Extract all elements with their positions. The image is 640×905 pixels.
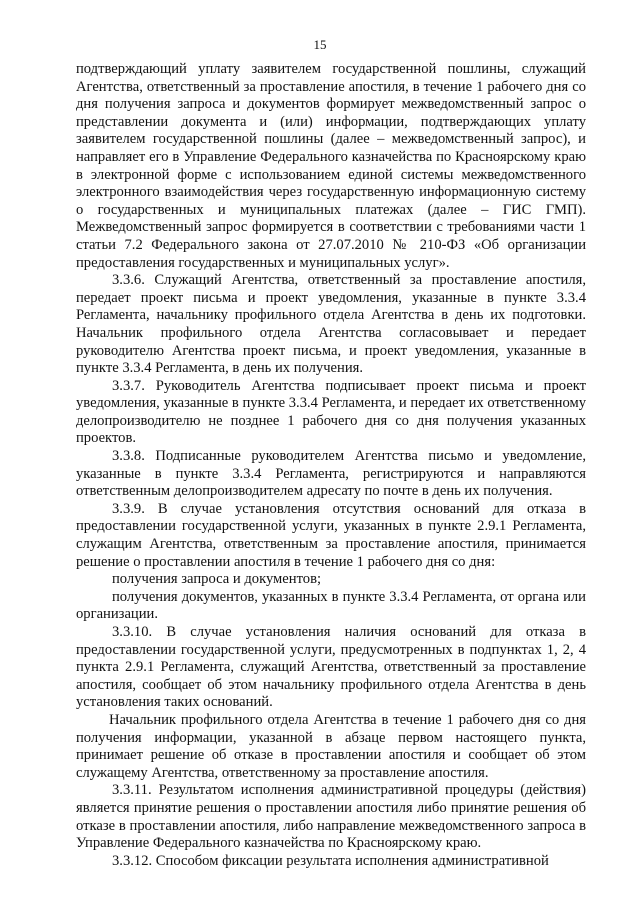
paragraph-3-3-10: 3.3.10. В случае установления наличия оснований для отказа в предоставлении государственной услуги, предусмотренных в подпунктах 1, 2, 4 пункта 2.9.1 Регламента, служащий Агентства, ответственный за проставление апостиля, сообщает об этом начальнику профильного отдела Агентства в день установления таких оснований. bbox=[76, 624, 586, 711]
page-number: 15 bbox=[313, 37, 327, 52]
paragraph-3-3-8: 3.3.8. Подписанные руководителем Агентства письмо и уведомление, указанные в пункте 3.3.4 Регламента, регистрируются и направляются ответственным делопроизводителем адресату по почте в день их получения. bbox=[76, 448, 586, 500]
paragraph-3-3-12: 3.3.12. Способом фиксации результата исполнения административной bbox=[112, 852, 549, 869]
paragraph-gis-gmp-request: подтверждающий уплату заявителем государственной пошлины, служащий Агентства, ответственный за проставление апостиля, в течение 1 рабочего дня со дня получения запроса и документов формирует межведомственный запрос о представлении документа и (или) информации, подтверждающих уплату заявителем государственной пошлины (далее – межведомственный запрос), и направляет его в Управление Федерального казначейства по Красноярскому краю в электронной форме с использованием единой системы межведомственного электронного взаимодействия через государственную информационную систему о государственных и муниципальных платежах (далее – ГИС ГМП). Межведомственный запрос формируется в соответствии с требованиями части 1 статьи 7.2 Федерального закона от 27.07.2010 № 210-ФЗ «Об организации предоставления государственных и муниципальных услуг». bbox=[76, 61, 586, 271]
list-item-request-received: получения запроса и документов; bbox=[112, 571, 322, 588]
document-body bbox=[76, 61, 586, 870]
list-item-documents-received: получения документов, указанных в пункте 3.3.4 Регламента, от органа или организации. bbox=[76, 588, 586, 623]
paragraph-3-3-9: 3.3.9. В случае установления отсутствия оснований для отказа в предоставлении государственной услуги, указанных в пункте 2.9.1 Регламента, служащим Агентства, ответственным за проставление апостиля, принимается решение о проставлении апостиля в течение 1 рабочего дня со дня: bbox=[76, 500, 586, 570]
paragraph-3-3-11: 3.3.11. Результатом исполнения административной процедуры (действия) является принятие решения о проставлении апостиля либо принятие решения об отказе в проставлении апостиля, либо направление межведомственного запроса в Управление Федерального казначейства по Красноярскому краю. bbox=[76, 782, 586, 852]
paragraph-department-head-decision: Начальник профильного отдела Агентства в течение 1 рабочего дня со дня получения информации, указанной в абзаце первом настоящего пункта, принимает решение об отказе в проставлении апостиля и сообщает об этом служащему Агентства, ответственному за проставление апостиля. bbox=[76, 711, 586, 781]
paragraph-3-3-7: 3.3.7. Руководитель Агентства подписывает проект письма и проект уведомления, указанные в пункте 3.3.4 Регламента, и передает их ответственному делопроизводителю не позднее 1 рабочего дня со дня получения указанных проектов. bbox=[76, 377, 586, 447]
paragraph-3-3-6: 3.3.6. Служащий Агентства, ответственный за проставление апостиля, передает проект письма и проект уведомления, указанные в пункте 3.3.4 Регламента, начальнику профильного отдела Агентства в день их подготовки. Начальник профильного отдела Агентства согласовывает и передает руководителю Агентства проект письма, и проект уведомления, указанные в пункте 3.3.4 Регламента, в день их получения. bbox=[76, 272, 586, 377]
